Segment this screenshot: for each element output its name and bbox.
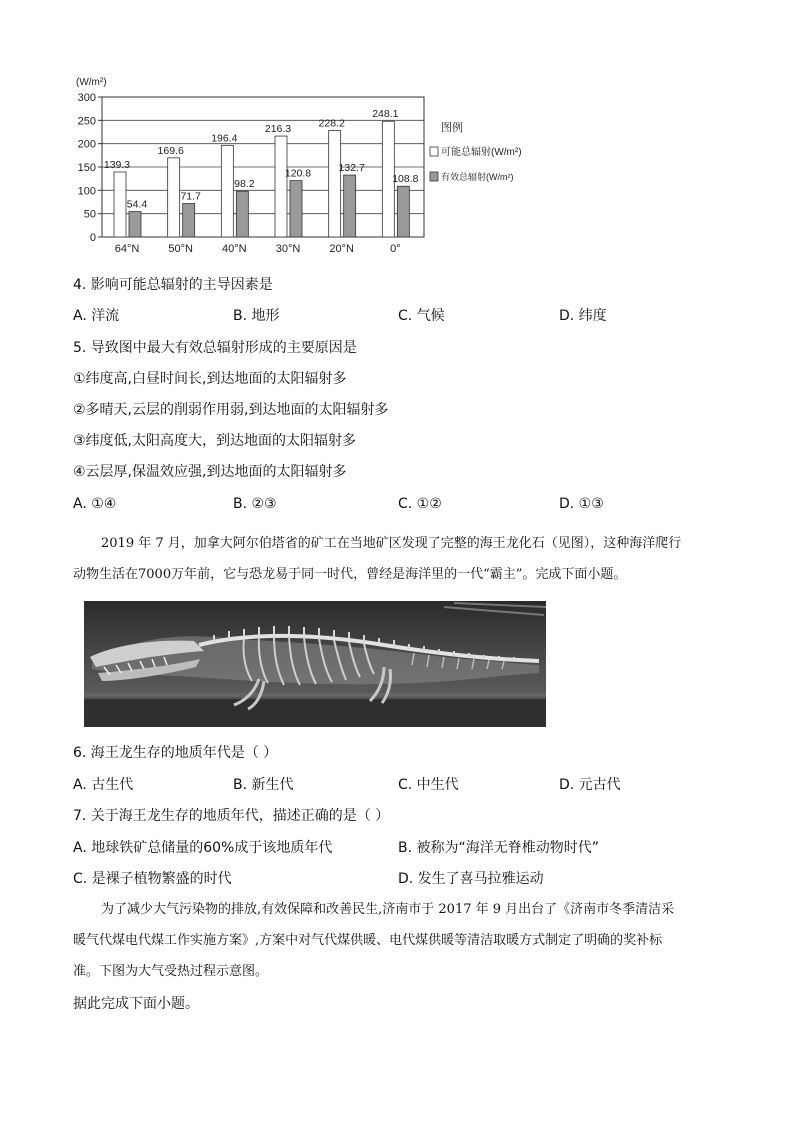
- grid: [102, 117, 424, 213]
- bar-possible-radiation: [114, 172, 126, 237]
- question-7-stem: 7. 关于海王龙生存的地质年代，描述正确的是（ ）: [73, 808, 390, 824]
- question-5-stem: 5. 导致图中最大有效总辐射形成的主要原因是: [73, 340, 357, 356]
- q7-option-c[interactable]: C. 是裸子植物繁盛的时代: [73, 871, 232, 887]
- bar-value-label: 139.3: [103, 158, 131, 171]
- bar-value-label: 120.8: [284, 167, 312, 180]
- q6-option-b[interactable]: B. 新生代: [233, 777, 294, 793]
- x-tick-label: 20°N: [329, 243, 354, 255]
- legend-title: 图例: [441, 122, 463, 134]
- passage-1-line-1: 2019 年 7 月，加拿大阿尔伯塔省的矿工在当地矿区发现了完整的海王龙化石（见图），这种海洋爬行: [101, 536, 682, 551]
- q4-option-c[interactable]: C. 气候: [398, 308, 445, 324]
- y-tick-label: 150: [77, 162, 96, 174]
- bar-possible-radiation: [221, 145, 233, 237]
- passage-2-instruction: 据此完成下面小题。: [73, 996, 199, 1012]
- bar-value-label: 169.6: [157, 144, 184, 157]
- radiation-bar-chart: [70, 72, 550, 257]
- bar-effective-radiation: [183, 204, 195, 237]
- q5-option-a[interactable]: A. ①④: [73, 496, 117, 512]
- legend-label-possible: 可能总辐射(W/m²): [441, 147, 522, 158]
- fossil-skeleton-illustration: [84, 601, 546, 727]
- q5-statement-3: ③纬度低,太阳高度大，到达地面的太阳辐射多: [73, 433, 356, 449]
- bar-value-label: 132.7: [338, 162, 365, 175]
- x-tick-label: 40°N: [222, 243, 247, 255]
- bar-value-label: 54.4: [126, 198, 148, 211]
- bar-value-label: 248.1: [372, 108, 399, 121]
- q5-statement-1: ①纬度高,白昼时间长,到达地面的太阳辐射多: [73, 371, 347, 387]
- q7-option-a[interactable]: A. 地球铁矿总储量的60%成于该地质年代: [73, 840, 333, 856]
- q6-option-a[interactable]: A. 古生代: [73, 777, 134, 793]
- passage-1-line-2: 动物生活在7000万年前，它与恐龙易于同一时代，曾经是海洋里的一代“霸主”。完成下面小题。: [73, 567, 627, 582]
- y-axis-ticks: [78, 92, 102, 244]
- bar-effective-radiation: [344, 175, 356, 237]
- q7-option-b[interactable]: B. 被称为“海洋无脊椎动物时代”: [398, 840, 600, 856]
- bars: [104, 108, 419, 237]
- passage-2-line-1: 为了减少大气污染物的排放,有效保障和改善民生,济南市于 2017 年 9 月出台了《济南市冬季清洁采: [101, 902, 675, 917]
- q6-option-c[interactable]: C. 中生代: [398, 777, 459, 793]
- bar-value-label: 108.8: [392, 173, 419, 186]
- bar-possible-radiation: [275, 136, 287, 237]
- y-tick-label: 300: [77, 92, 96, 104]
- bar-value-label: 228.2: [318, 117, 345, 130]
- q4-option-b[interactable]: B. 地形: [233, 308, 280, 324]
- bar-value-label: 98.2: [234, 178, 255, 191]
- bar-effective-radiation: [397, 186, 409, 237]
- x-tick-label: 30°N: [275, 243, 301, 255]
- y-tick-label: 50: [83, 208, 96, 221]
- bar-possible-radiation: [329, 131, 341, 237]
- bar-effective-radiation: [129, 212, 141, 237]
- q7-option-d[interactable]: D. 发生了喜马拉雅运动: [398, 871, 544, 887]
- x-axis-ticks: [115, 243, 401, 255]
- q5-statement-2: ②多晴天,云层的削弱作用弱,到达地面的太阳辐射多: [73, 402, 389, 418]
- bar-value-label: 196.4: [211, 132, 238, 145]
- bar-effective-radiation: [236, 191, 248, 237]
- x-tick-label: 0°: [390, 243, 401, 255]
- bar-effective-radiation: [290, 181, 302, 237]
- legend: [430, 120, 522, 182]
- legend-swatch-effective: [430, 172, 438, 181]
- x-tick-label: 50°N: [168, 243, 193, 255]
- q4-option-d[interactable]: D. 纬度: [559, 308, 607, 324]
- question-6-stem: 6. 海王龙生存的地质年代是（ ）: [73, 745, 278, 761]
- bar-possible-radiation: [168, 158, 180, 237]
- q5-option-c[interactable]: C. ①②: [398, 496, 442, 512]
- mosasaur-fossil-photo: [84, 601, 546, 727]
- bar-value-label: 71.7: [180, 190, 201, 203]
- q6-option-d[interactable]: D. 元古代: [559, 777, 621, 793]
- y-unit-label: (W/m²): [76, 77, 107, 88]
- passage-2-line-3: 准。下图为大气受热过程示意图。: [73, 964, 269, 979]
- legend-swatch-possible: [430, 147, 438, 156]
- bar-value-label: 216.3: [264, 123, 292, 136]
- passage-2-line-2: 暖气代煤电代煤工作实施方案》,方案中对气代煤供暖、电代煤供暖等清洁取暖方式制定了明确的奖补标: [73, 933, 663, 948]
- legend-label-effective: 有效总辐射(W/m²): [441, 172, 514, 182]
- y-tick-label: 250: [77, 115, 96, 128]
- q5-option-b[interactable]: B. ②③: [233, 496, 277, 512]
- y-tick-label: 200: [77, 138, 96, 151]
- question-4-stem: 4. 影响可能总辐射的主导因素是: [73, 277, 273, 293]
- q4-option-a[interactable]: A. 洋流: [73, 308, 120, 324]
- y-tick-label: 100: [77, 185, 96, 198]
- q5-option-d[interactable]: D. ①③: [559, 496, 604, 512]
- q5-statement-4: ④云层厚,保温效应强,到达地面的太阳辐射多: [73, 464, 347, 480]
- x-tick-label: 64°N: [114, 243, 140, 255]
- y-tick-label: 0: [89, 232, 96, 244]
